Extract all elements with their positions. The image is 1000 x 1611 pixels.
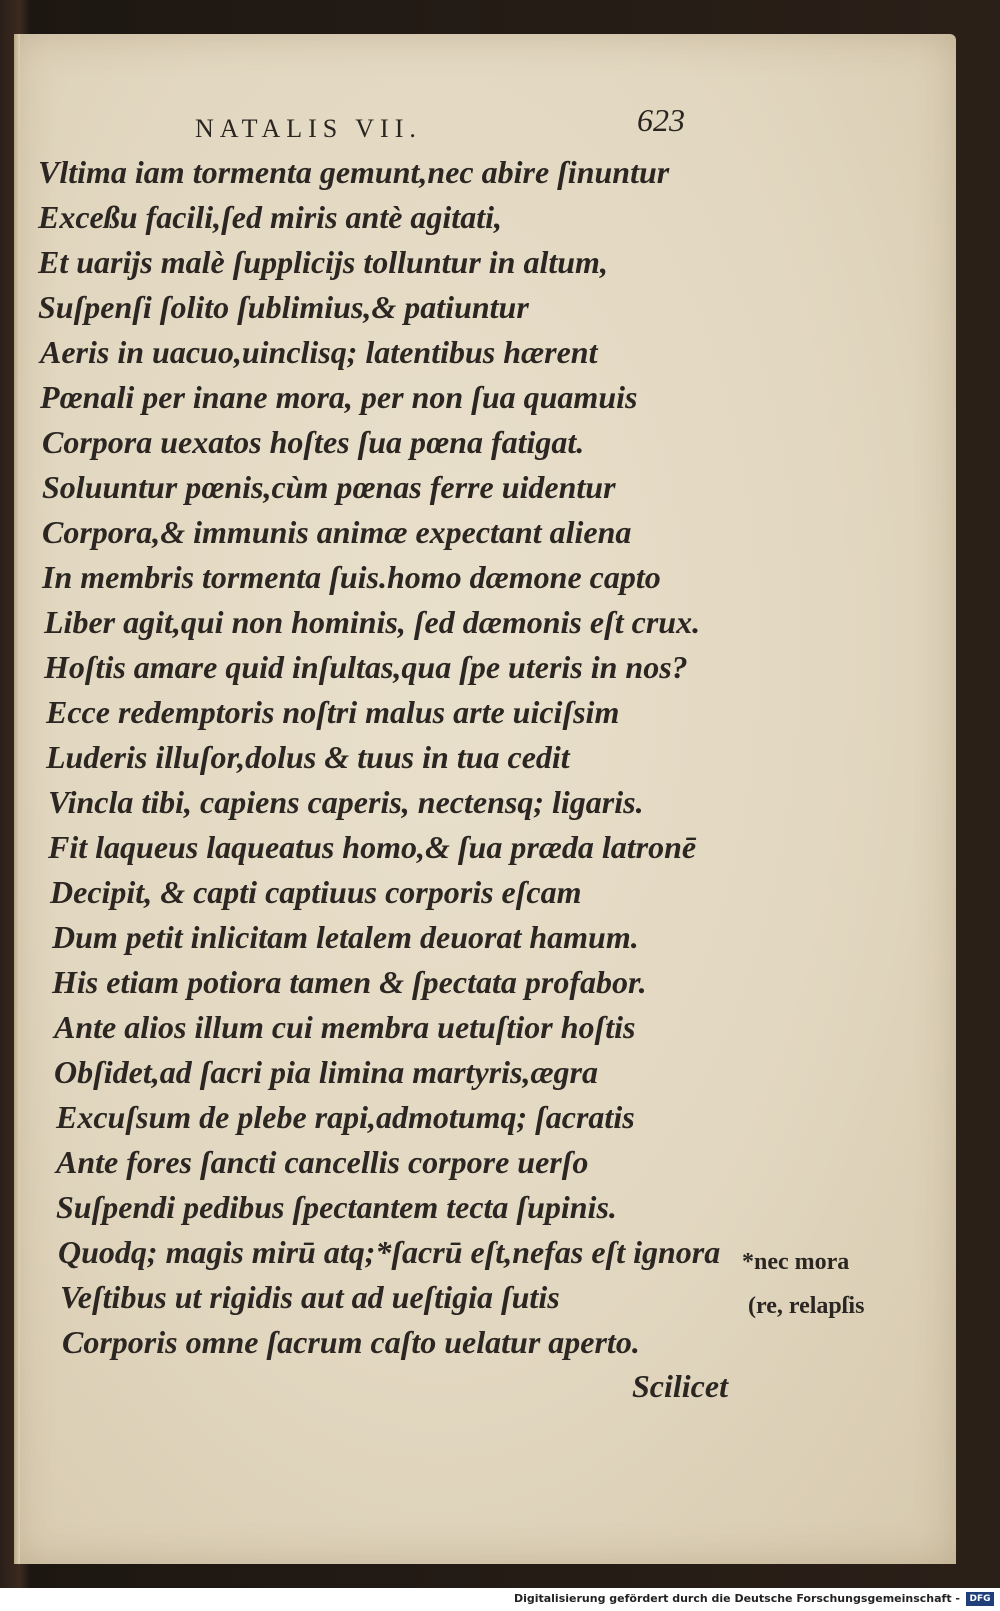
verse-line: Corpora,& immunis animæ expectant aliena (42, 514, 632, 550)
verse-line: Aeris in uacuo,uinclisq; latentibus hærent (40, 334, 598, 370)
verse-line: Dum petit inlicitam letalem deuorat hamum. (52, 919, 639, 955)
dfg-logo: DFG (966, 1592, 994, 1606)
verse-line: Ecce redemptoris noſtri malus arte uiciſsim (46, 694, 620, 730)
verse-line: Vincla tibi, capiens caperis, nectensq; ligaris. (48, 784, 644, 820)
verse-line: Ante alios illum cui membra uetuſtior hoſtis (54, 1009, 636, 1045)
verse-line: Corporis omne ſacrum caſto uelatur aperto. (62, 1324, 640, 1360)
page-gutter-edge (14, 34, 20, 1564)
verse-line: His etiam potiora tamen & ſpectata profabor. (52, 964, 647, 1000)
running-head: NATALIS VII. (195, 114, 422, 143)
verse-line: Suſpenſi ſolito ſublimius,& patiuntur (38, 289, 529, 325)
margin-note-line: (re, relapſis (748, 1293, 865, 1319)
verse-line: Excuſsum de plebe rapi,admotumq; ſacratis (56, 1099, 635, 1135)
verse-line: Exceßu facili,ſed miris antè agitati, (38, 199, 502, 235)
verse-line: Quodq; magis mirū atq;*ſacrū eſt,nefas eſt ignora (58, 1234, 721, 1270)
catchword: Scilicet (632, 1368, 728, 1404)
verse-line: Suſpendi pedibus ſpectantem tecta ſupinis. (56, 1189, 617, 1225)
verse-line: Liber agit,qui non hominis, ſed dæmonis eſt crux. (44, 604, 701, 640)
margin-note (742, 1240, 892, 1328)
verse-text (38, 150, 738, 1365)
verse-line: Pœnali per inane mora, per non ſua quamuis (40, 379, 638, 415)
verse-line: Veſtibus ut rigidis aut ad ueſtigia ſutis (60, 1279, 560, 1315)
verse-line: Ante fores ſancti cancellis corpore uerſo (56, 1144, 589, 1180)
verse-line: In membris tormenta ſuis.homo dæmone capto (42, 559, 661, 595)
verse-line: Hoſtis amare quid inſultas,qua ſpe uteris in nos? (44, 649, 688, 685)
footer-credit: Digitalisierung gefördert durch die Deutsche Forschungsgemeinschaft - (513, 1592, 960, 1605)
verse-line: Decipit, & capti captiuus corporis eſcam (50, 874, 582, 910)
verse-line: Corpora uexatos hoſtes ſua pœna fatigat. (42, 424, 585, 460)
verse-line: Et uarijs malè ſupplicijs tolluntur in altum, (38, 244, 608, 280)
verse-line: Fit laqueus laqueatus homo,& ſua præda latronē (48, 829, 697, 865)
page-header (195, 100, 685, 150)
verse-line: Vltima iam tormenta gemunt,nec abire ſinuntur (38, 154, 670, 190)
footer-bar (0, 1588, 1000, 1611)
verse-line: Soluuntur pœnis,cùm pœnas ferre uidentur (42, 469, 616, 505)
page-number: 623 (637, 102, 685, 138)
verse-line: Obſidet,ad ſacri pia limina martyris,ægra (54, 1054, 598, 1090)
margin-note-line: *nec mora (742, 1249, 850, 1275)
verse-line: Luderis illuſor,dolus & tuus in tua cedit (46, 739, 570, 775)
